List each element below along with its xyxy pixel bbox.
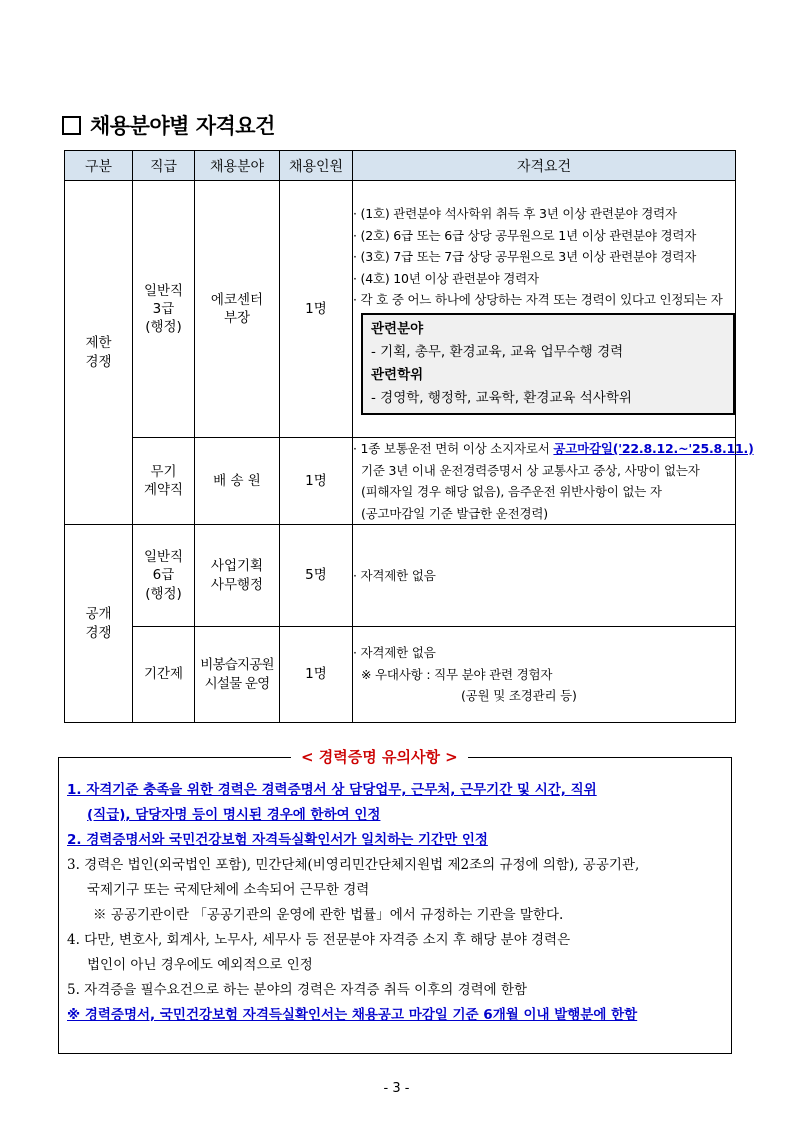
field-cell: 배 송 원	[195, 438, 280, 525]
table-row	[65, 525, 736, 627]
category-cell: 제한 경쟁	[65, 181, 133, 525]
field-cell: 비봉습지공원 시설물 운영	[195, 627, 280, 723]
table-row	[65, 181, 736, 438]
grade-cell: 기간제	[133, 627, 195, 723]
related-field-box: 관련분야 - 기획, 총무, 환경교육, 교육 업무수행 경력 관련학위 - 경영학, 행정학, 교육학, 환경교육 석사학위	[361, 313, 735, 415]
field-cell: 사업기획 사무행정	[195, 525, 280, 627]
list-item: 1. 자격기준 충족을 위한 경력은 경력증명서 상 담당업무, 근무처, 근무기간 및 시간, 직위	[67, 782, 597, 798]
list-item: ※ 경력증명서, 국민건강보험 자격득실확인서는 채용공고 마감일 기준 6개월 이내 발행분에 한함	[67, 1007, 638, 1023]
notes-list	[67, 778, 725, 1028]
requirements-cell: · 1종 보통운전 면허 이상 소지자로서 공고마감일('22.8.12.~'25.8.11.) 기준 3년 이내 운전경력증명서 상 교통사고 중상, 사망이 없는자 (피해자일 경우 해당 없음), 음주운전 위반사항이 없는 자 (공고마감일 기준 발급한 운전경력)	[353, 438, 736, 525]
table-row	[65, 627, 736, 723]
list-item: ※ 공공기관이란 「공공기관의 운영에 관한 법률」에서 규정하는 기관을 말한다.	[93, 907, 564, 923]
career-proof-notes	[58, 748, 732, 1054]
list-item: 국제기구 또는 국제단체에 소속되어 근무한 경력	[87, 882, 370, 898]
section-title: 채용분야별 자격요건	[62, 110, 275, 140]
page-number: - 3 -	[383, 1081, 410, 1096]
list-item: 3. 경력은 법인(외국법인 포함), 민간단체(비영리민간단체지원법 제2조의 규정에 의함), 공공기관,	[67, 857, 640, 873]
table-row	[65, 438, 736, 525]
header-grade: 직급	[133, 151, 195, 181]
checkbox-square-icon	[62, 116, 81, 135]
count-cell: 1명	[280, 181, 353, 438]
grade-cell: 일반직 6급 (행정)	[133, 525, 195, 627]
count-cell: 1명	[280, 438, 353, 525]
table-header-row	[65, 151, 736, 181]
category-cell: 공개 경쟁	[65, 525, 133, 723]
list-item: 법인이 아닌 경우에도 예외적으로 인정	[87, 957, 313, 973]
notes-heading: < 경력증명 유의사항 >	[291, 746, 468, 767]
list-item: (직급), 담당자명 등이 명시된 경우에 한하여 인정	[87, 807, 381, 823]
list-item: 4. 다만, 변호사, 회계사, 노무사, 세무사 등 전문분야 자격증 소지 후 해당 분야 경력은	[67, 932, 571, 948]
grade-cell: 일반직 3급 (행정)	[133, 181, 195, 438]
header-count: 채용인원	[280, 151, 353, 181]
requirements-cell: · (1호) 관련분야 석사학위 취득 후 3년 이상 관련분야 경력자 · (2호) 6급 또는 6급 상당 공무원으로 1년 이상 관련분야 경력자 · (3호) 7급 또는 7급 상당 공무원으로 3년 이상 관련분야 경력자 · (4호) 10년 이상 관련분야 경력자 · 각 호 중 어느 하나에 상당하는 자격 또는 경력이 있다고 인정되는 자 관련분야 - 기획, 총무, 환경교육, 교육 업무수행 경력 관련학위 - 경영학, 행정학, 교육학, 환경교육 석사학위	[353, 181, 736, 438]
grade-cell: 무기 계약직	[133, 438, 195, 525]
requirements-cell: · 자격제한 없음	[353, 525, 736, 627]
field-cell: 에코센터 부장	[195, 181, 280, 438]
qualification-table	[64, 150, 754, 723]
count-cell: 1명	[280, 627, 353, 723]
header-category: 구분	[65, 151, 133, 181]
list-item: 2. 경력증명서와 국민건강보험 자격득실확인서가 일치하는 기간만 인정	[67, 832, 488, 848]
list-item: 5. 자격증을 필수요건으로 하는 분야의 경력은 자격증 취득 이후의 경력에 한함	[67, 982, 528, 998]
deadline-highlight: 공고마감일('22.8.12.~'25.8.11.)	[553, 441, 754, 456]
header-field: 채용분야	[195, 151, 280, 181]
header-requirements: 자격요건	[353, 151, 736, 181]
requirements-cell: · 자격제한 없음 ※ 우대사항 : 직무 분야 관련 경험자 (공원 및 조경관리 등)	[353, 627, 736, 723]
count-cell: 5명	[280, 525, 353, 627]
